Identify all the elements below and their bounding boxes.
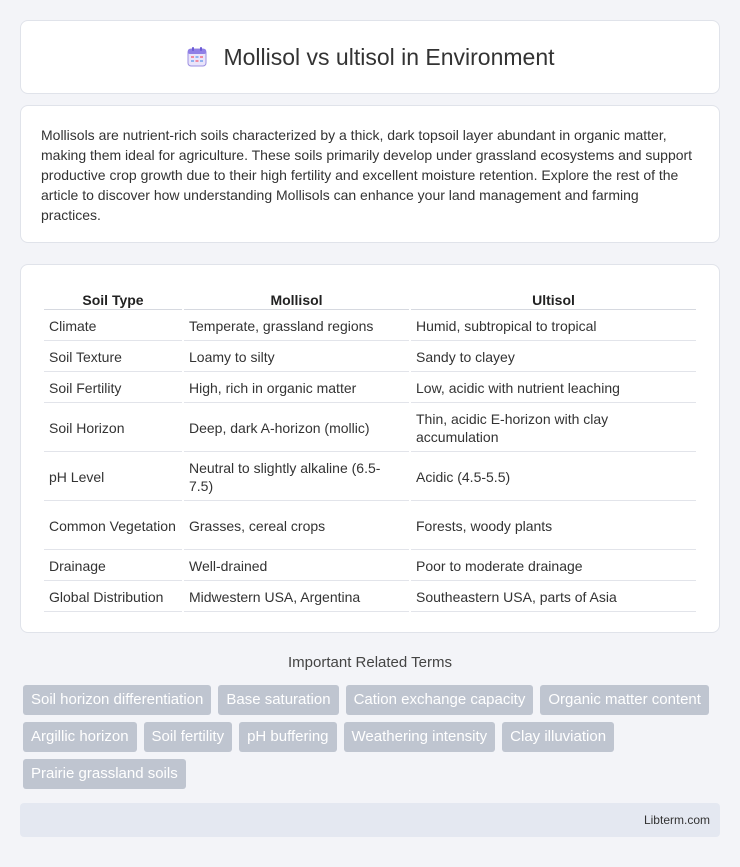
table-cell: Deep, dark A-horizon (mollic) bbox=[184, 405, 409, 452]
table-cell: Soil Horizon bbox=[44, 405, 182, 452]
table-cell: Loamy to silty bbox=[184, 343, 409, 372]
table-cell: Grasses, cereal crops bbox=[184, 503, 409, 550]
intro-card bbox=[20, 105, 720, 243]
related-term-tag[interactable]: pH buffering bbox=[239, 722, 336, 752]
related-term-tag[interactable]: Soil fertility bbox=[144, 722, 233, 752]
table-cell: Temperate, grassland regions bbox=[184, 312, 409, 341]
table-row bbox=[44, 454, 696, 501]
related-term-tag[interactable]: Base saturation bbox=[218, 685, 338, 715]
table-cell: pH Level bbox=[44, 454, 182, 501]
related-terms-list bbox=[23, 685, 723, 789]
intro-text: Mollisols are nutrient-rich soils characterized by a thick, dark topsoil layer abundant in organic matter, making them ideal for agriculture. These soils primarily develop under grassland ecosystems and support productive crop growth due to their high fertility and excellent moisture retention. Explore the rest of the article to discover how understanding Mollisols can enhance your land management and farming practices. bbox=[41, 127, 693, 223]
table-row bbox=[44, 583, 696, 612]
table-cell: Soil Fertility bbox=[44, 374, 182, 403]
header bbox=[185, 44, 554, 71]
table-cell: Poor to moderate drainage bbox=[411, 552, 696, 581]
related-term-tag[interactable]: Prairie grassland soils bbox=[23, 759, 186, 789]
table-cell: Climate bbox=[44, 312, 182, 341]
table-row bbox=[44, 374, 696, 403]
table-cell: Soil Texture bbox=[44, 343, 182, 372]
table-cell: Acidic (4.5-5.5) bbox=[411, 454, 696, 501]
calendar-icon bbox=[185, 45, 209, 69]
table-cell: Forests, woody plants bbox=[411, 503, 696, 550]
related-term-tag[interactable]: Argillic horizon bbox=[23, 722, 137, 752]
table-cell: Drainage bbox=[44, 552, 182, 581]
page-title: Mollisol vs ultisol in Environment bbox=[223, 43, 555, 70]
related-term-tag[interactable]: Soil horizon differentiation bbox=[23, 685, 211, 715]
related-term-tag[interactable]: Weathering intensity bbox=[344, 722, 496, 752]
footer-link[interactable]: Libterm.com bbox=[643, 813, 710, 827]
column-header: Mollisol bbox=[184, 287, 409, 310]
column-header: Soil Type bbox=[44, 287, 182, 310]
table-cell: Thin, acidic E-horizon with clay accumulation bbox=[411, 405, 696, 452]
table-cell: Well-drained bbox=[184, 552, 409, 581]
table-row bbox=[44, 405, 696, 452]
table-header-row bbox=[44, 287, 696, 310]
table-cell: Common Vegetation bbox=[44, 503, 182, 550]
column-header: Ultisol bbox=[411, 287, 696, 310]
table-cell: Midwestern USA, Argentina bbox=[184, 583, 409, 612]
related-term-tag[interactable]: Organic matter content bbox=[540, 685, 709, 715]
table-cell: Southeastern USA, parts of Asia bbox=[411, 583, 696, 612]
table-row bbox=[44, 503, 696, 550]
table-row bbox=[44, 343, 696, 372]
header-card bbox=[20, 20, 720, 94]
related-terms-title: Important Related Terms bbox=[288, 654, 452, 671]
comparison-card bbox=[20, 264, 720, 633]
table-cell: Neutral to slightly alkaline (6.5-7.5) bbox=[184, 454, 409, 501]
related-term-tag[interactable]: Clay illuviation bbox=[502, 722, 614, 752]
footer bbox=[20, 803, 720, 837]
comparison-table bbox=[42, 285, 698, 614]
table-cell: High, rich in organic matter bbox=[184, 374, 409, 403]
related-term-tag[interactable]: Cation exchange capacity bbox=[346, 685, 534, 715]
table-cell: Humid, subtropical to tropical bbox=[411, 312, 696, 341]
table-row bbox=[44, 552, 696, 581]
table-cell: Sandy to clayey bbox=[411, 343, 696, 372]
table-cell: Low, acidic with nutrient leaching bbox=[411, 374, 696, 403]
table-row bbox=[44, 312, 696, 341]
table-cell: Global Distribution bbox=[44, 583, 182, 612]
